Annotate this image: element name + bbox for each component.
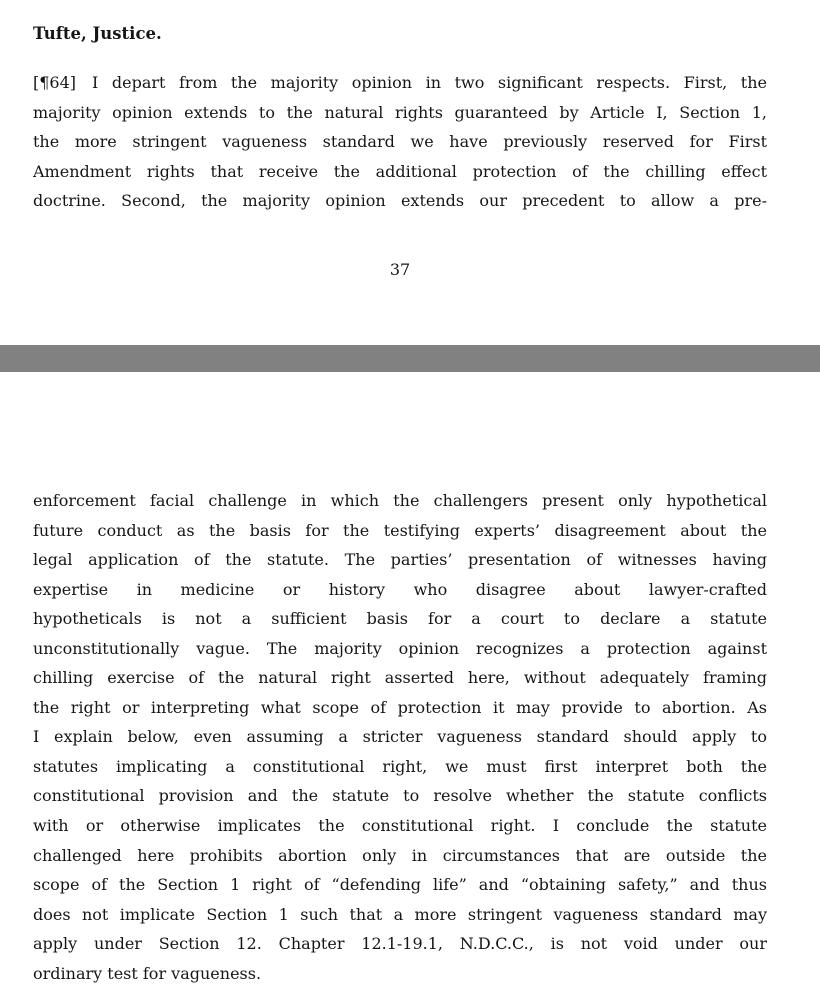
text-line: with or otherwise implicates the constitutional right. I conclude the statute [33,816,767,836]
text-line: chilling exercise of the natural right asserted here, without adequately framing [33,668,767,688]
text-line: ordinary test for vagueness. [33,963,262,983]
text-line: enforcement facial challenge in which the challengers present only hypothetical [33,491,767,510]
paragraph-64 [33,68,767,216]
opinion-author-heading: Tufte, Justice. [33,24,162,43]
text-line: challenged here prohibits abortion only in circumstances that are outside the [33,845,767,865]
text-line: Amendment rights that receive the additional protection of the chilling effect [33,161,767,181]
page-number: 37 [389,260,411,279]
text-line: scope of the Section 1 right of “defending life” and “obtaining safety,” and thus [33,875,767,895]
text-line: apply under Section 12. Chapter 12.1-19.1, N.D.C.C., is not void under our [33,934,767,954]
text-line: constitutional provision and the statute to resolve whether the statute conflicts [33,786,767,806]
text-line: I explain below, even assuming a stricter vagueness standard should apply to [33,727,767,747]
text-line: majority opinion extends to the natural rights guaranteed by Article I, Section 1, [33,102,767,122]
text-line: does not implicate Section 1 such that a more stringent vagueness standard may [33,904,767,924]
paragraph-64-continued [33,486,767,988]
text-line: statutes implicating a constitutional right, we must first interpret both the [33,756,767,776]
text-line: future conduct as the basis for the testifying experts’ disagreement about the [33,520,767,540]
text-line: doctrine. Second, the majority opinion extends our precedent to allow a pre- [33,191,767,211]
text-line: [¶64] I depart from the majority opinion in two significant respects. First, the [33,73,767,92]
text-line: the right or interpreting what scope of protection it may provide to abortion. As [33,697,767,717]
text-line: unconstitutionally vague. The majority opinion recognizes a protection against [33,638,767,658]
text-line: legal application of the statute. The parties’ presentation of witnesses having [33,550,767,570]
text-line: expertise in medicine or history who disagree about lawyer-crafted [33,579,767,599]
text-line: hypotheticals is not a sufficient basis for a court to declare a statute [33,609,767,629]
page-break-divider [0,345,820,372]
text-line: the more stringent vagueness standard we have previously reserved for First [33,132,767,152]
